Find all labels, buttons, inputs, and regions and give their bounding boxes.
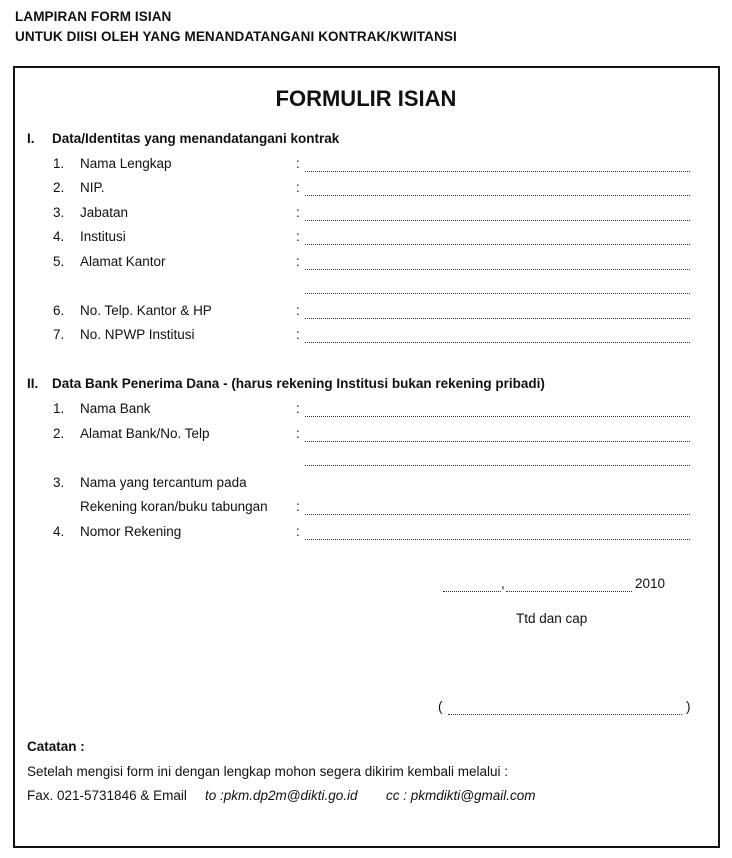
signature-ttd-label: Ttd dan cap	[516, 611, 588, 626]
s2-alamat-bank-field-line-2[interactable]	[305, 451, 690, 466]
s1-nip-field[interactable]	[305, 181, 690, 196]
s1-item-3-number: 3.	[53, 205, 65, 220]
s1-item-6-colon: :	[296, 303, 300, 318]
s2-item-3-label: Nama yang tercantum pada	[80, 475, 247, 490]
s1-item-1-number: 1.	[53, 156, 65, 171]
s1-item-4-label: Institusi	[80, 229, 126, 244]
s2-item-4-label: Nomor Rekening	[80, 524, 182, 539]
section-2-heading: Data Bank Penerima Dana - (harus rekening Institusi bukan rekening pribadi)	[52, 376, 545, 391]
signature-name-field[interactable]	[448, 700, 682, 715]
s1-item-1-colon: :	[296, 156, 300, 171]
s1-item-4-number: 4.	[53, 229, 65, 244]
s1-item-5-colon: :	[296, 254, 300, 269]
s1-item-3-colon: :	[296, 205, 300, 220]
signature-close-paren: )	[686, 699, 691, 714]
s1-alamat-kantor-field-line-2[interactable]	[305, 279, 690, 294]
s1-item-7-number: 7.	[53, 327, 65, 342]
section-1-number: I.	[27, 131, 35, 146]
note-email-to[interactable]: to :pkm.dp2m@dikti.go.id	[205, 788, 358, 803]
s1-item-1-label: Nama Lengkap	[80, 156, 172, 171]
s1-institusi-field[interactable]	[305, 230, 690, 245]
s1-alamat-kantor-field[interactable]	[305, 255, 690, 270]
header-line-2: UNTUK DIISI OLEH YANG MENANDATANGANI KONTRAK/KWITANSI	[15, 29, 457, 44]
s2-item-2-label: Alamat Bank/No. Telp	[80, 426, 210, 441]
form-title: FORMULIR ISIAN	[275, 86, 457, 111]
s2-item-3-label-line-2: Rekening koran/buku tabungan	[80, 499, 268, 514]
s1-item-2-colon: :	[296, 180, 300, 195]
s1-item-6-number: 6.	[53, 303, 65, 318]
s1-item-7-colon: :	[296, 327, 300, 342]
s2-item-2-colon: :	[296, 426, 300, 441]
s2-item-3-colon: :	[296, 499, 300, 514]
signature-date-field[interactable]	[506, 577, 632, 592]
s2-item-2-number: 2.	[53, 426, 65, 441]
s2-item-4-colon: :	[296, 524, 300, 539]
s2-nama-rekening-field[interactable]	[305, 500, 690, 515]
s2-alamat-bank-field[interactable]	[305, 427, 690, 442]
s1-item-3-label: Jabatan	[80, 205, 129, 220]
s2-item-3-number: 3.	[53, 475, 65, 490]
section-1-heading: Data/Identitas yang menandatangani kontrak	[52, 131, 340, 146]
s1-npwp-field[interactable]	[305, 328, 690, 343]
s1-telp-field[interactable]	[305, 304, 690, 319]
s1-nama-lengkap-field[interactable]	[305, 157, 690, 172]
s1-item-4-colon: :	[296, 229, 300, 244]
signature-open-paren: (	[438, 699, 443, 714]
note-text: Setelah mengisi form ini dengan lengkap mohon segera dikirim kembali melalui :	[27, 764, 508, 779]
s2-item-1-label: Nama Bank	[80, 401, 151, 416]
signature-year: 2010	[635, 576, 666, 591]
section-2-number: II.	[27, 376, 39, 391]
signature-place-field[interactable]	[443, 577, 501, 592]
signature-comma: ,	[501, 576, 505, 591]
note-heading: Catatan :	[27, 739, 85, 754]
s1-item-5-label: Alamat Kantor	[80, 254, 166, 269]
header-line-1: LAMPIRAN FORM ISIAN	[15, 9, 172, 24]
note-email-cc[interactable]: cc : pkmdikti@gmail.com	[386, 788, 536, 803]
s1-item-6-label: No. Telp. Kantor & HP	[80, 303, 212, 318]
s1-item-2-label: NIP.	[80, 180, 105, 195]
s2-nomor-rekening-field[interactable]	[305, 525, 690, 540]
s1-item-2-number: 2.	[53, 180, 65, 195]
s1-item-5-number: 5.	[53, 254, 65, 269]
s2-item-1-colon: :	[296, 401, 300, 416]
s2-nama-bank-field[interactable]	[305, 402, 690, 417]
note-fax: Fax. 021-5731846 & Email	[27, 788, 187, 803]
s2-item-4-number: 4.	[53, 524, 65, 539]
s2-item-1-number: 1.	[53, 401, 65, 416]
s1-item-7-label: No. NPWP Institusi	[80, 327, 195, 342]
s1-jabatan-field[interactable]	[305, 206, 690, 221]
